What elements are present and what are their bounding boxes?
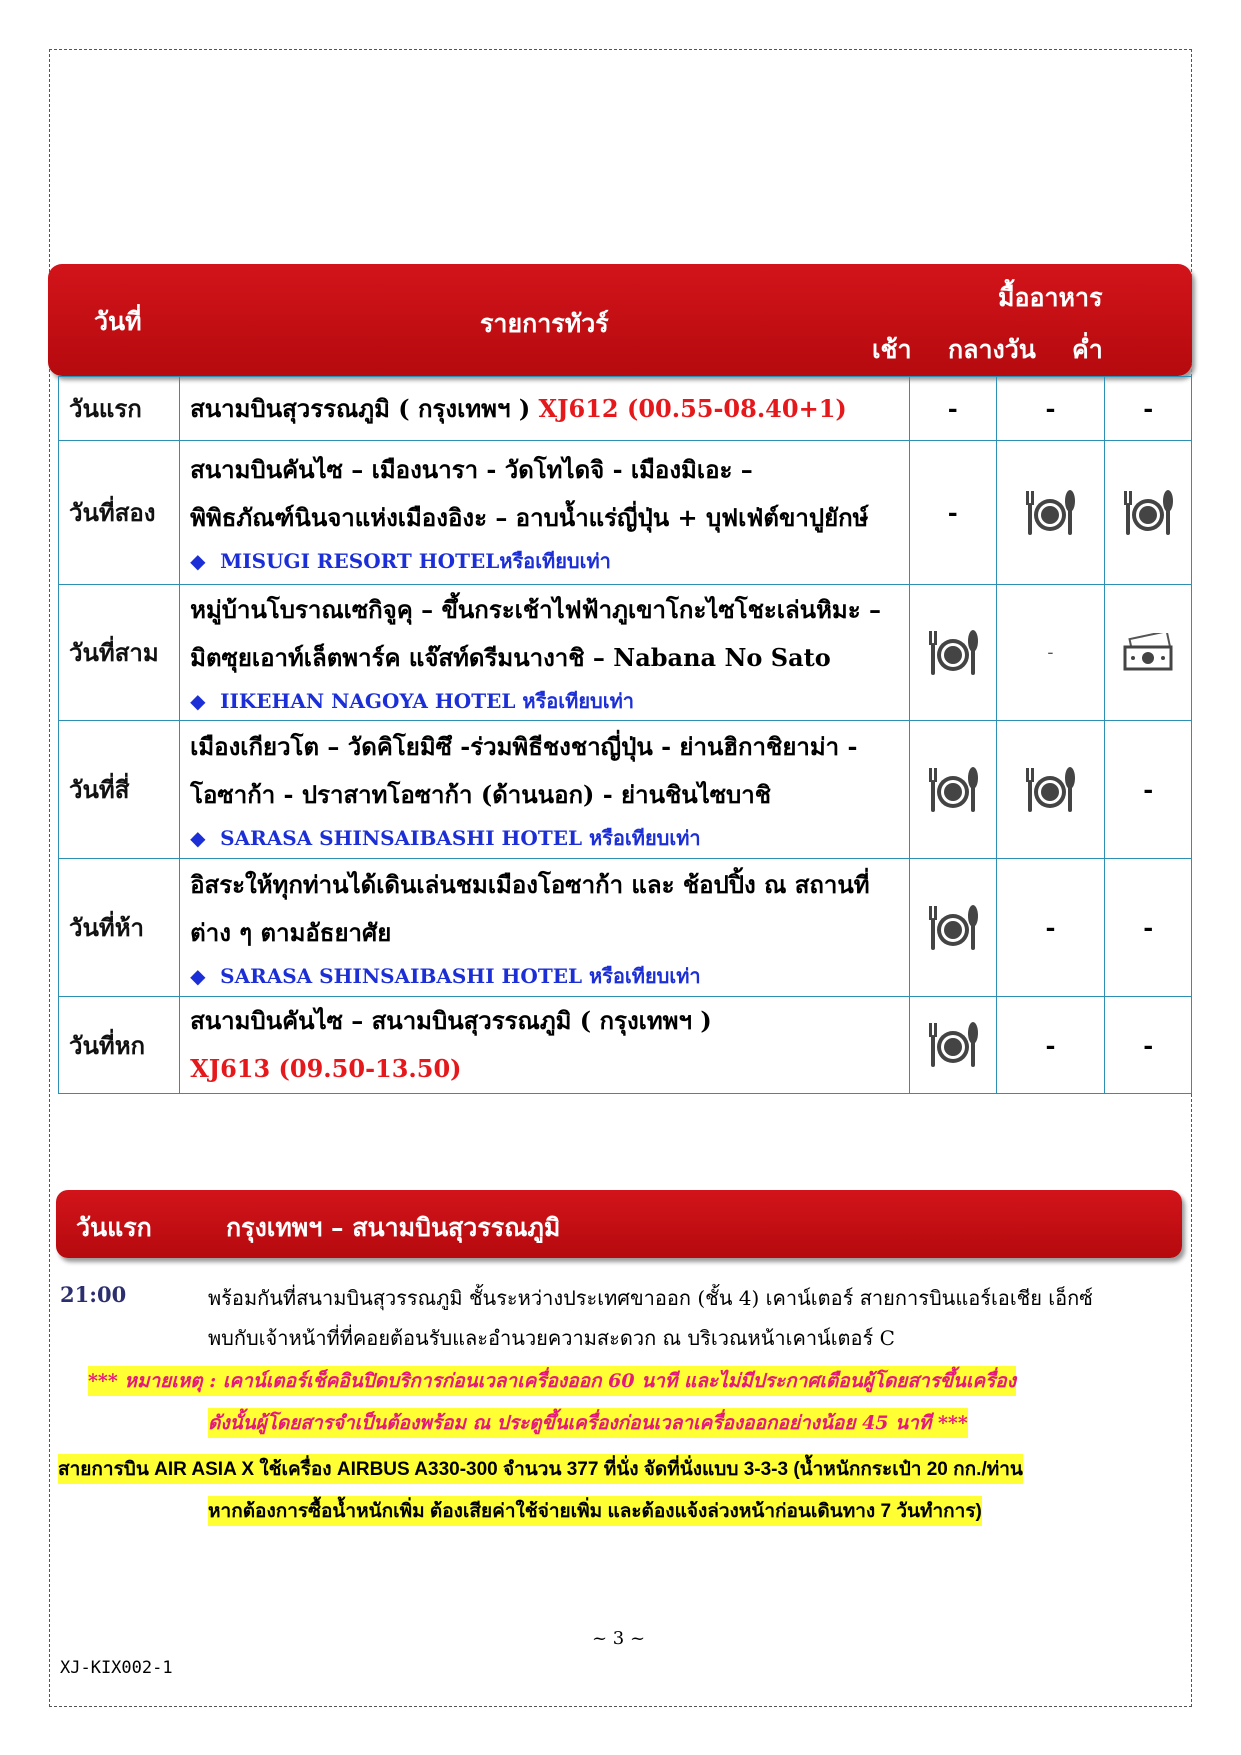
hotel-icon: ◆ (190, 825, 206, 850)
breakfast-header: เช้า (872, 335, 912, 364)
plate-icon (926, 902, 980, 954)
table-row (59, 585, 1192, 721)
flight-number: XJ612 (00.55-08.40+1) (538, 393, 847, 423)
dinner-cell: - (1105, 997, 1192, 1094)
plate-icon (1121, 487, 1175, 539)
breakfast-cell: - (910, 377, 997, 441)
program-line: อิสระให้ทุกท่านได้เดินเล่นชมเมืองโอซาก้า และ ช้อปปิ้ง ณ สถานที่ (190, 869, 870, 899)
dinner-cell: - (1105, 377, 1192, 441)
flight-number: XJ613 (09.50-13.50) (190, 1054, 462, 1083)
document-code: XJ-KIX002-1 (60, 1658, 173, 1678)
program-line: ต่าง ๆ ตามอัธยาศัย (190, 917, 392, 947)
airline-info1: สายการบิน AIR ASIA X ใช้เครื่อง AIRBUS A330-300 จำนวน 377 ที่นั่ง จัดที่นั่งแบบ 3-3-3 (น้ำหนักกระเป๋า 20 กก./ท่าน (58, 1454, 1023, 1484)
day1-title: กรุงเทพฯ – สนามบินสุวรรณภูมิ (226, 1213, 561, 1242)
lunch-cell: - (996, 859, 1105, 997)
plate-icon (1023, 764, 1077, 816)
dinner-cell: - (1105, 859, 1192, 997)
day-cell: วันที่สาม (59, 585, 180, 721)
program-cell (180, 721, 910, 859)
cash-icon (1121, 633, 1175, 673)
lunch-cell: - (996, 377, 1105, 441)
day-cell: วันที่หก (59, 997, 180, 1094)
plate-icon (1023, 487, 1077, 539)
hotel-icon: ◆ (190, 688, 206, 713)
program-line: มิตซุยเอาท์เล็ตพาร์ค แจ๊สท์ดรีมนางาชิ – Nabana No Sato (190, 642, 831, 672)
day1-note1: *** หมายเหตุ : เคาน์เตอร์เช็คอินปิดบริการก่อนเวลาเครื่องออก 60 นาที และไม่มีประกาศเตือนผู้โดยสารขึ้นเครื่อง (88, 1366, 1016, 1396)
program-cell (180, 859, 910, 997)
itinerary-table (58, 376, 1192, 1094)
dinner-cell (1105, 441, 1192, 585)
meals-header: มื้ออาหาร (998, 283, 1103, 312)
breakfast-cell (910, 721, 997, 859)
day-header: วันที่ (94, 307, 142, 336)
lunch-header: กลางวัน (948, 335, 1036, 364)
day1-banner (56, 1190, 1182, 1258)
dinner-header: ค่ำ (1072, 335, 1103, 364)
breakfast-cell (910, 585, 997, 721)
itinerary-header (48, 264, 1192, 376)
day-cell: วันที่ห้า (59, 859, 180, 997)
day-cell: วันแรก (59, 377, 180, 441)
program-cell (180, 441, 910, 585)
table-row (59, 721, 1192, 859)
day1-desc2: พบกับเจ้าหน้าที่ที่คอยต้อนรับและอำนวยความสะดวก ณ บริเวณหน้าเคาน์เตอร์ C (208, 1326, 895, 1350)
hotel-name: SARASA SHINSAIBASHI HOTEL หรือเทียบเท่า (220, 825, 701, 850)
hotel-name: IIKEHAN NAGOYA HOTEL หรือเทียบเท่า (220, 688, 634, 713)
breakfast-cell: - (910, 441, 997, 585)
day1-desc1: พร้อมกันที่สนามบินสุวรรณภูมิ ชั้นระหว่างประเทศขาออก (ชั้น 4) เคาน์เตอร์ สายการบินแอร์เอเชีย เอ็กซ์ (208, 1286, 1093, 1310)
table-row (59, 441, 1192, 585)
day1-note2: ดังนั้นผู้โดยสารจำเป็นต้องพร้อม ณ ประตูขึ้นเครื่องก่อนเวลาเครื่องออกอย่างน้อย 45 นาที *** (208, 1408, 968, 1438)
hotel-name: MISUGI RESORT HOTELหรือเทียบเท่า (220, 548, 611, 573)
plate-icon (926, 627, 980, 679)
dinner-cell (1105, 585, 1192, 721)
hotel-icon: ◆ (190, 963, 206, 988)
program-header: รายการทัวร์ (480, 309, 609, 338)
plate-icon (926, 1019, 980, 1071)
airline-info2: หากต้องการซื้อน้ำหนักเพิ่ม ต้องเสียค่าใช้จ่ายเพิ่ม และต้องแจ้งล่วงหน้าก่อนเดินทาง 7 วันทำการ) (208, 1496, 982, 1526)
table-row (59, 377, 1192, 441)
program-cell (180, 377, 910, 441)
breakfast-cell (910, 859, 997, 997)
program-line: สนามบินคันไซ – สนามบินสุวรรณภูมิ ( กรุงเทพฯ ) (190, 1006, 712, 1035)
program-cell (180, 585, 910, 721)
program-cell (180, 997, 910, 1094)
program-line: โอซาก้า - ปราสาทโอซาก้า (ด้านนอก) - ย่านชินไซบาชิ (190, 779, 772, 809)
plate-icon (926, 764, 980, 816)
lunch-cell (996, 441, 1105, 585)
lunch-cell (996, 721, 1105, 859)
program-line: พิพิธภัณฑ์นินจาแห่งเมืองอิงะ – อาบน้ำแร่ญี่ปุ่น + บุฟเฟ่ต์ขาปูยักษ์ (190, 502, 869, 532)
lunch-cell: - (996, 585, 1105, 721)
hotel-icon: ◆ (190, 548, 206, 573)
program-line: เมืองเกียวโต – วัดคิโยมิซึ -ร่วมพิธีชงชาญี่ปุ่น - ย่านฮิกาชิยาม่า - (190, 731, 858, 761)
day1-label: วันแรก (76, 1213, 152, 1242)
table-row (59, 997, 1192, 1094)
page-number: ~ 3 ~ (592, 1628, 646, 1649)
day-cell: วันที่สอง (59, 441, 180, 585)
lunch-cell: - (996, 997, 1105, 1094)
day1-time: 21:00 (60, 1282, 127, 1307)
program-line: สนามบินคันไซ – เมืองนารา - วัดโทไดจิ - เมืองมิเอะ – (190, 454, 753, 484)
program-line: หมู่บ้านโบราณเซกิจูคุ – ขึ้นกระเช้าไฟฟ้าภูเขาโกะไซโชะเล่นหิมะ – (190, 594, 881, 624)
hotel-name: SARASA SHINSAIBASHI HOTEL หรือเทียบเท่า (220, 963, 701, 988)
program-text: สนามบินสุวรรณภูมิ ( กรุงเทพฯ ) (190, 393, 539, 423)
breakfast-cell (910, 997, 997, 1094)
dinner-cell: - (1105, 721, 1192, 859)
day-cell: วันที่สี่ (59, 721, 180, 859)
table-row (59, 859, 1192, 997)
